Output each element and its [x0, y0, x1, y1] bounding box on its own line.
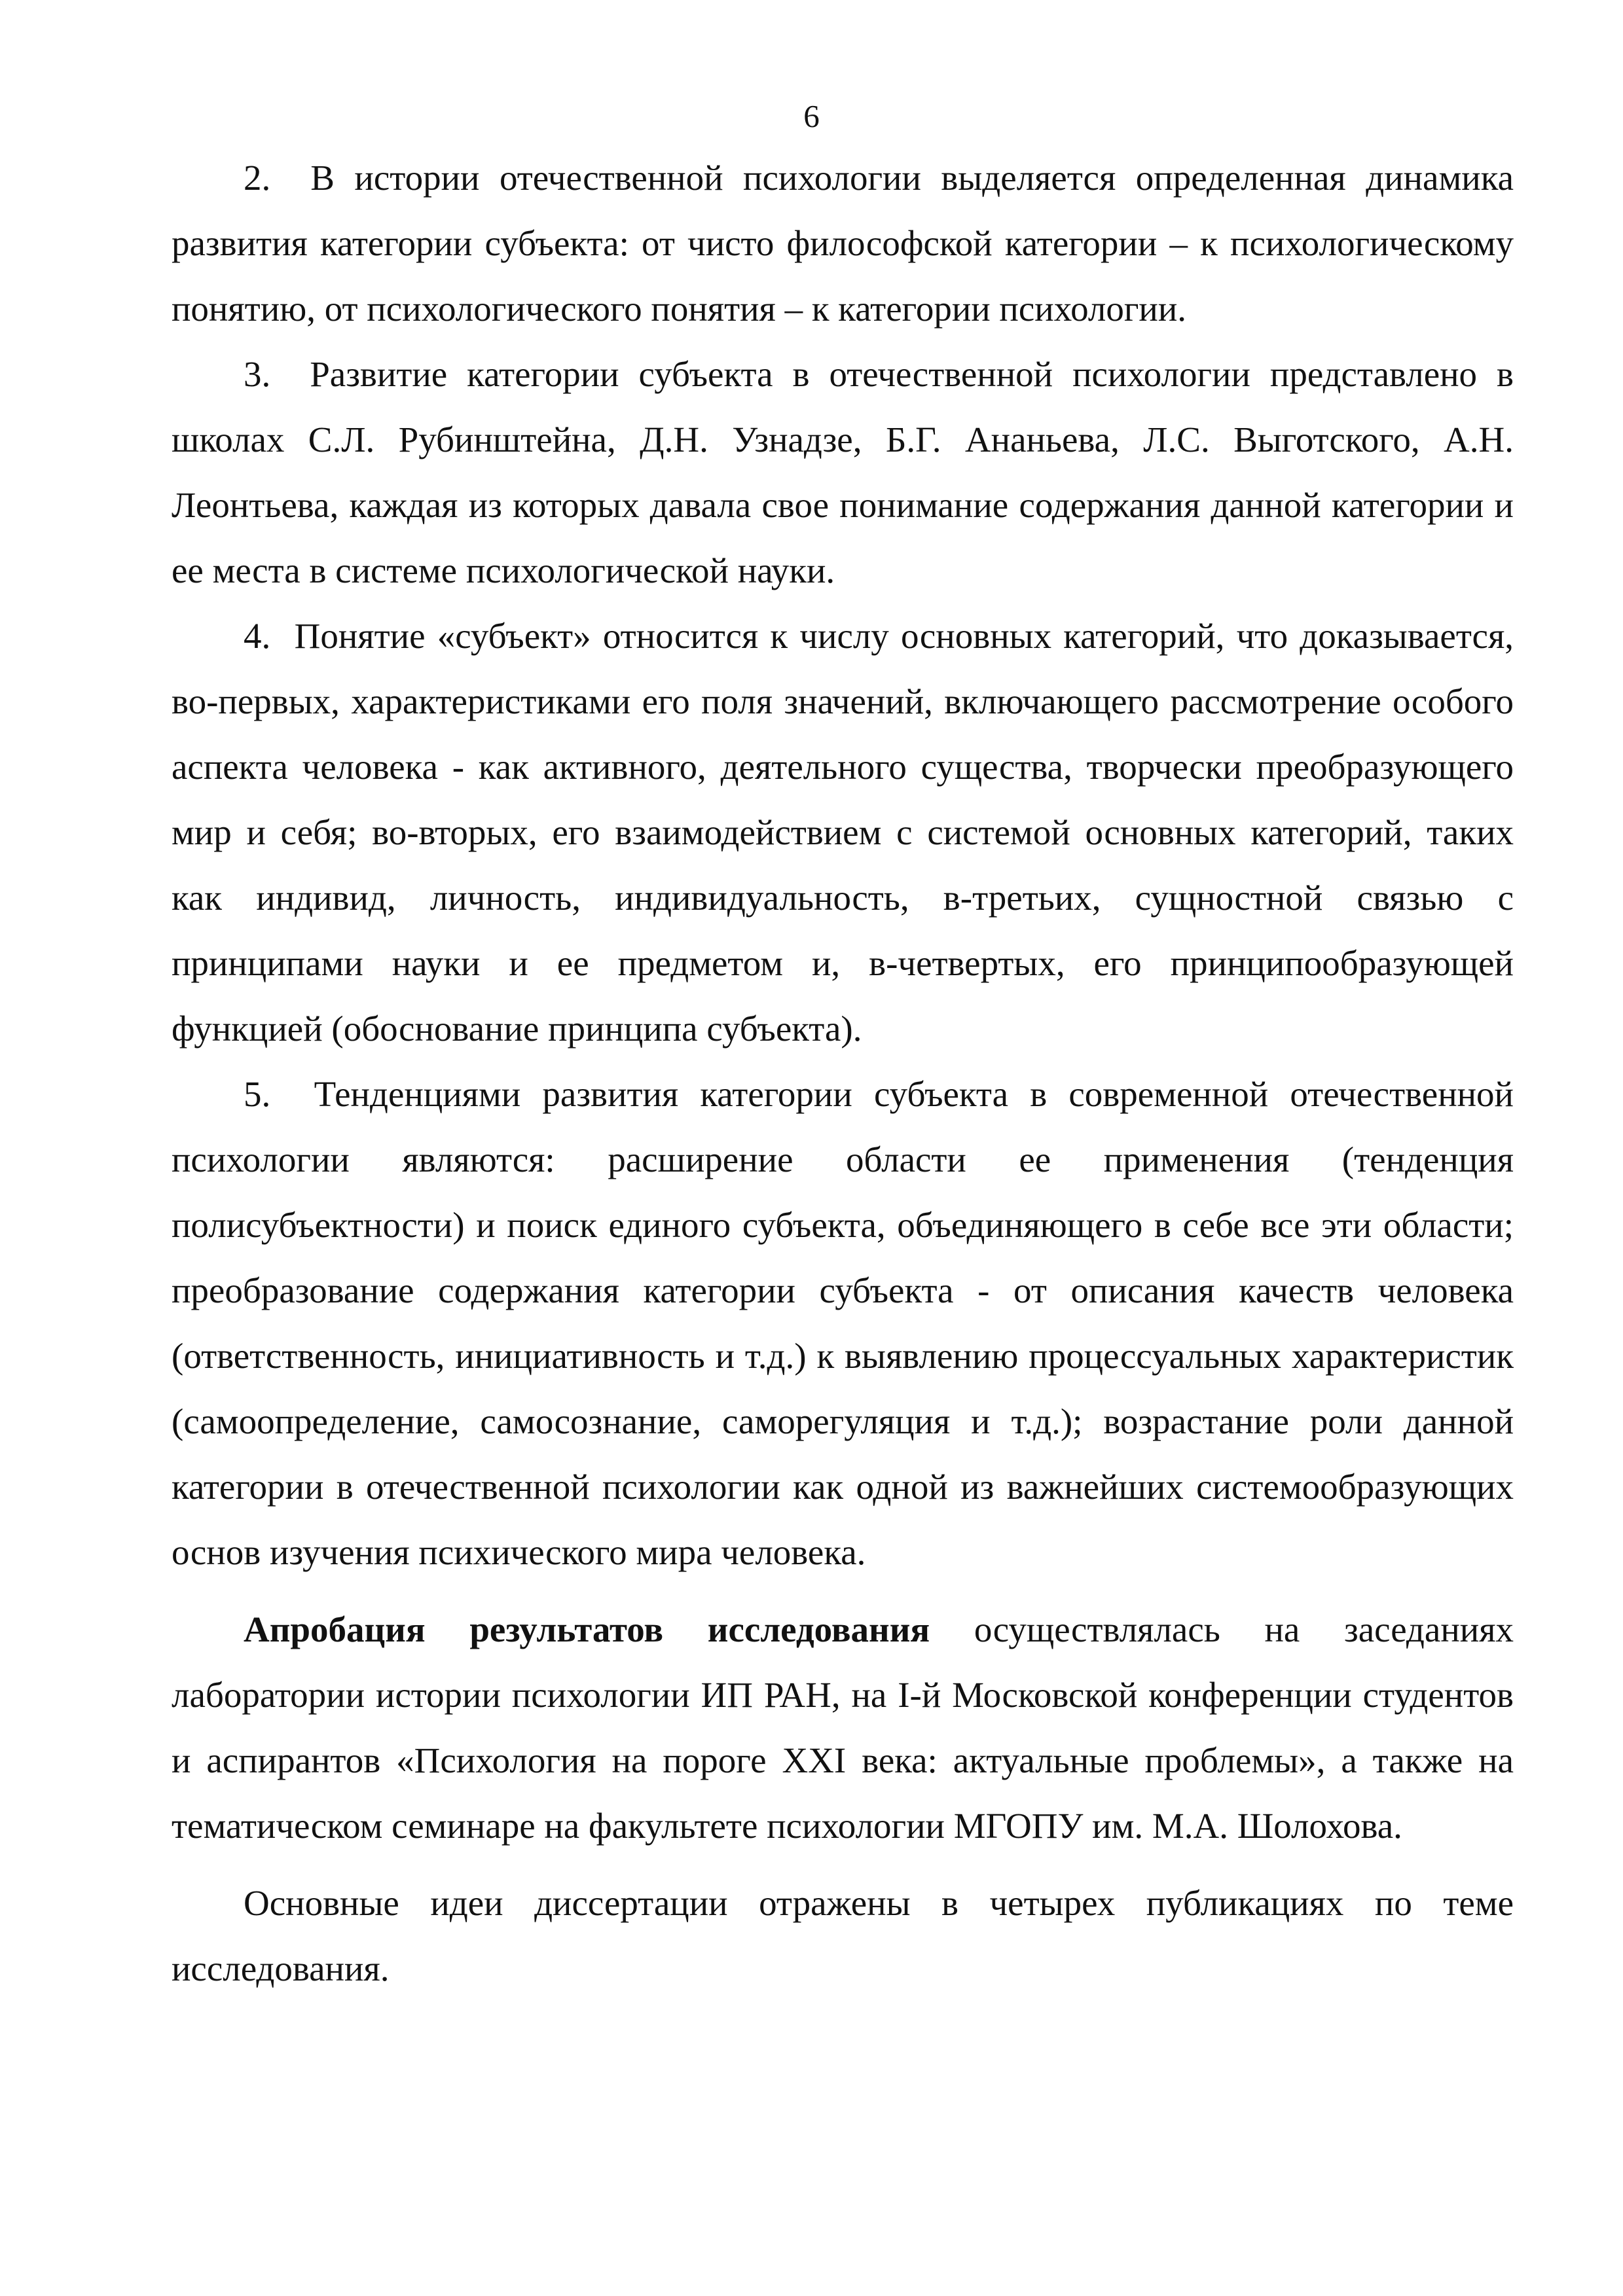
list-item-number: 5.: [244, 1074, 271, 1114]
publications-paragraph: [172, 1871, 1514, 2001]
list-item-number: 4.: [244, 616, 271, 656]
approbation-heading: Апробация результатов исследования: [244, 1609, 930, 1649]
approbation-text: осуществлялась на заседаниях лаборатории истории психологии ИП РАН, на I-й Московской конференции студентов и аспирантов «Психология на пороге XXI века: актуальные проблемы», а также на тематическом семинаре на факультете психологии МГОПУ им. М.А. Шолохова.: [172, 1609, 1514, 1846]
list-item-5: [172, 1062, 1514, 1585]
list-item-2: [172, 145, 1514, 342]
document-body: [172, 145, 1514, 2001]
list-item-text: Понятие «субъект» относится к числу основных категорий, что доказывается, во-первых, характеристиками его поля значений, включающего рассмотрение особого аспекта человека - как активного, деятельного существа, творчески преобразующего мир и себя; во-вторых, его взаимодействием с системой основных категорий, таких как индивид, личность, индивидуальность, в-третьих, сущностной связью с принципами науки и ее предметом и, в-четвертых, его принципообразующей функцией (обоснование принципа субъекта).: [172, 616, 1514, 1049]
list-item-text: В истории отечественной психологии выделяется определенная динамика развития категории субъекта: от чисто философской категории – к психологическому понятию, от психологического понятия – к категории психологии.: [172, 158, 1514, 329]
page-number: 6: [803, 98, 820, 134]
list-item-text: Тенденциями развития категории субъекта в современной отечественной психологии являются: расширение области ее применения (тенденция полисубъектности) и поиск единого субъекта, объединяющего в себе все эти области; преобразование содержания категории субъекта - от описания качеств человека (ответственность, инициативность и т.д.) к выявлению процессуальных характеристик (самоопределение, самосознание, саморегуляция и т.д.); возрастание роли данной категории в отечественной психологии как одной из важнейших системообразующих основ изучения психического мира человека.: [172, 1074, 1514, 1572]
approbation-paragraph: [172, 1597, 1514, 1859]
list-item-4: [172, 603, 1514, 1062]
publications-text: Основные идеи диссертации отражены в четырех публикациях по теме исследования.: [172, 1883, 1514, 1988]
list-item-number: 3.: [244, 354, 271, 394]
list-item-3: [172, 342, 1514, 603]
list-item-number: 2.: [244, 158, 271, 198]
list-item-text: Развитие категории субъекта в отечественной психологии представлено в школах С.Л. Рубинштейна, Д.Н. Узнадзе, Б.Г. Ананьева, Л.С. Выготского, А.Н. Леонтьева, каждая из которых давала свое понимание содержания данной категории и ее места в системе психологической науки.: [172, 354, 1514, 590]
